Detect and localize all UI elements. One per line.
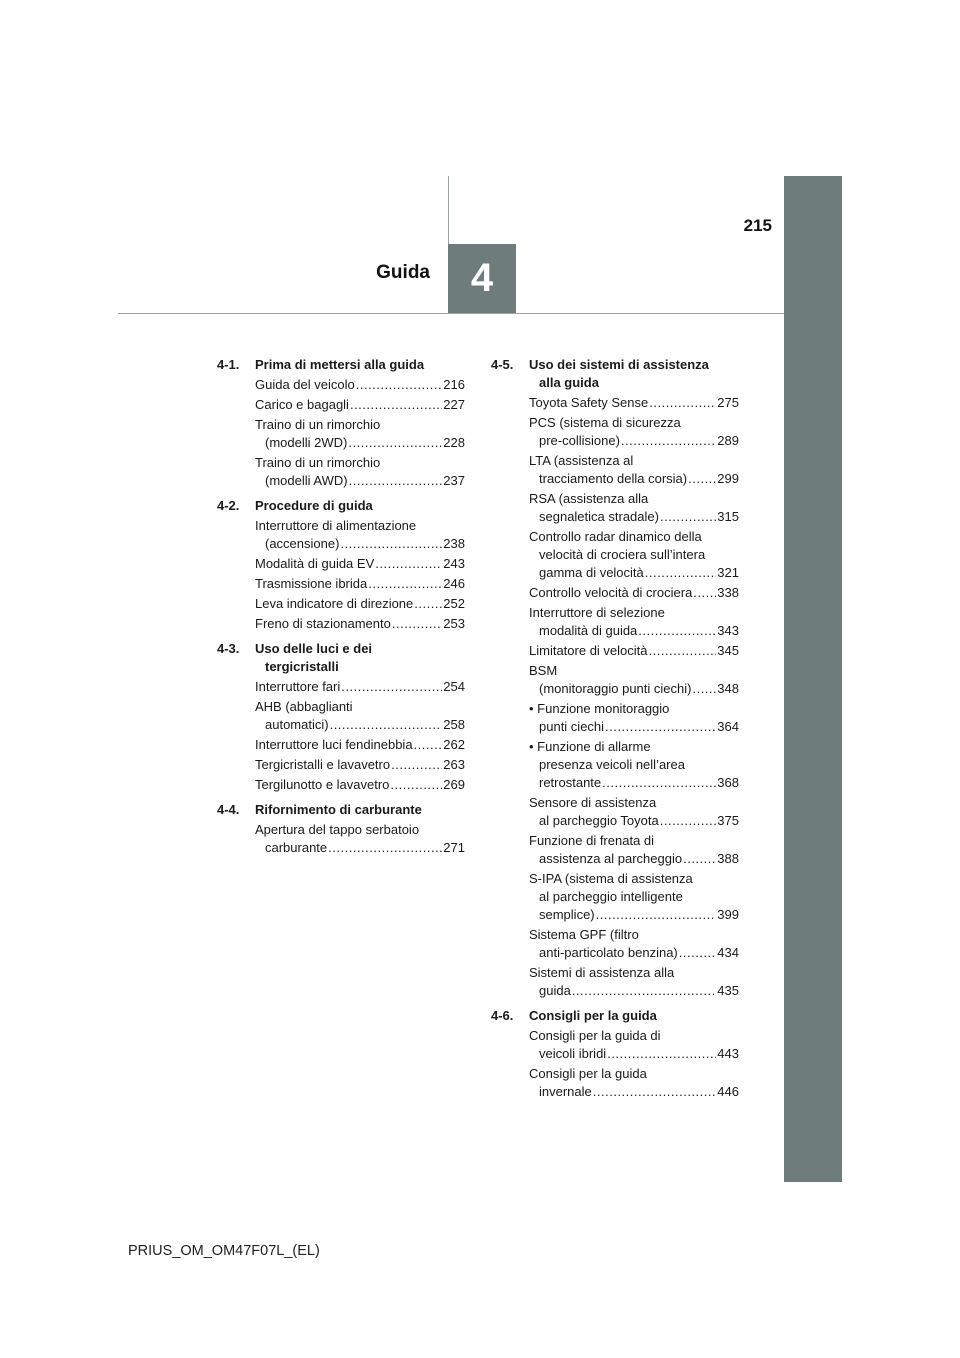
dot-leader — [596, 906, 717, 924]
dot-leader — [356, 376, 443, 394]
section-title-line: Uso dei sistemi di assistenza — [529, 357, 709, 372]
entry-last-line — [529, 622, 739, 640]
entry-last-line — [529, 774, 739, 792]
entry-text-line: (accensione) — [265, 536, 340, 551]
entry-page-number: 227 — [443, 397, 465, 412]
entry-text-line: gamma di velocità — [539, 565, 644, 580]
entry-text-line: BSM — [529, 663, 558, 678]
dot-leader — [683, 850, 716, 868]
toc-entry[interactable] — [255, 595, 465, 613]
entry-last-line — [529, 584, 739, 602]
section-number: 4-6. — [491, 1008, 514, 1023]
entry-text-line: al parcheggio Toyota — [539, 813, 659, 828]
entry-page-number: 254 — [443, 679, 465, 694]
entry-page-number: 446 — [717, 1084, 739, 1099]
toc-section — [217, 356, 465, 490]
dot-leader — [649, 394, 716, 412]
entry-text-line: Toyota Safety Sense — [529, 395, 649, 410]
entry-text-line: Tergicristalli e lavavetro — [255, 757, 391, 772]
entry-text-line: invernale — [539, 1084, 592, 1099]
toc-entry[interactable] — [255, 575, 465, 593]
entry-text-line: segnaletica stradale) — [539, 509, 659, 524]
dot-leader — [605, 718, 716, 736]
entry-last-line — [255, 434, 465, 452]
toc-section — [491, 356, 739, 1000]
section-number: 4-3. — [217, 641, 240, 656]
entry-last-line — [529, 850, 739, 868]
entry-text-line: Traino di un rimorchio — [255, 417, 381, 432]
entry-text-line: semplice) — [539, 907, 595, 922]
section-heading — [217, 640, 465, 676]
entry-page-number: 228 — [443, 435, 465, 450]
header-horizontal-rule — [118, 313, 784, 314]
section-title-line: tergicristalli — [265, 659, 339, 674]
entry-text-line: • Funzione di allarme — [529, 739, 651, 754]
section-title-line: Uso delle luci e dei — [255, 641, 373, 656]
dot-leader — [679, 944, 717, 962]
toc-column-left — [217, 356, 465, 864]
toc-section — [491, 1007, 739, 1101]
entry-page-number: 243 — [443, 556, 465, 571]
entry-text-line: LTA (assistenza al — [529, 453, 634, 468]
toc-entry[interactable] — [529, 642, 739, 660]
section-title — [529, 356, 739, 392]
entry-text-line: (modelli AWD) — [265, 473, 348, 488]
dot-leader — [368, 575, 442, 593]
section-title-line: Consigli per la guida — [529, 1008, 657, 1023]
dot-leader — [692, 680, 716, 698]
section-title — [255, 801, 465, 819]
entry-text-line: punti ciechi — [539, 719, 605, 734]
entry-text-line: Sensore di assistenza — [529, 795, 657, 810]
entry-last-line — [255, 396, 465, 414]
dot-leader — [348, 434, 442, 452]
entry-text-line: tracciamento della corsia) — [539, 471, 688, 486]
entry-text-line: Guida del veicolo — [255, 377, 355, 392]
entry-text-line: (monitoraggio punti ciechi) — [539, 681, 692, 696]
section-title-line: Prima di mettersi alla guida — [255, 357, 425, 372]
entry-page-number: 345 — [717, 643, 739, 658]
chapter-title: Guida — [376, 262, 430, 283]
entry-last-line — [255, 472, 465, 490]
entry-page-number: 216 — [443, 377, 465, 392]
entry-text-line: Limitatore di velocità — [529, 643, 648, 658]
entry-last-line — [255, 615, 465, 633]
entry-text-line: Sistemi di assistenza alla — [529, 965, 675, 980]
toc-entry[interactable] — [255, 698, 465, 734]
toc-entry[interactable] — [529, 794, 739, 830]
chapter-number-box — [448, 244, 516, 313]
entry-page-number: 237 — [443, 473, 465, 488]
section-title — [529, 1007, 739, 1025]
entry-page-number: 289 — [717, 433, 739, 448]
dot-leader — [341, 678, 442, 696]
toc-section — [217, 801, 465, 857]
entry-page-number: 238 — [443, 536, 465, 551]
section-number: 4-2. — [217, 498, 240, 513]
dot-leader — [621, 432, 716, 450]
entry-last-line — [529, 564, 739, 582]
entry-text-line: velocità di crociera sull’intera — [539, 547, 706, 562]
dot-leader — [693, 584, 716, 602]
toc-entry[interactable] — [529, 926, 739, 962]
entry-text-line: Sistema GPF (filtro — [529, 927, 639, 942]
entry-last-line — [529, 508, 739, 526]
entry-text-line: Modalità di guida EV — [255, 556, 375, 571]
entry-text-line: retrostante — [539, 775, 602, 790]
entry-page-number: 368 — [717, 775, 739, 790]
toc-section — [217, 640, 465, 794]
entry-page-number: 348 — [717, 681, 739, 696]
toc-entry[interactable] — [255, 555, 465, 573]
entry-text-line: carburante — [265, 840, 328, 855]
entry-text-line: Apertura del tappo serbatoio — [255, 822, 420, 837]
entry-text-line: Consigli per la guida — [529, 1066, 647, 1081]
entry-last-line — [255, 736, 465, 754]
entry-text-line: automatici) — [265, 717, 329, 732]
dot-leader — [340, 535, 442, 553]
dot-leader — [572, 982, 716, 1000]
entry-last-line — [255, 678, 465, 696]
dot-leader — [660, 508, 716, 526]
dot-leader — [660, 812, 717, 830]
entry-text-line: (modelli 2WD) — [265, 435, 348, 450]
dot-leader — [649, 642, 717, 660]
entry-text-line: guida — [539, 983, 571, 998]
entry-text-line: RSA (assistenza alla — [529, 491, 649, 506]
dot-leader — [350, 396, 442, 414]
section-title — [255, 356, 465, 374]
entry-text-line: Interruttore di selezione — [529, 605, 665, 620]
dot-leader — [349, 472, 443, 490]
toc-entry[interactable] — [529, 414, 739, 450]
entry-text-line: • Funzione monitoraggio — [529, 701, 670, 716]
toc-entry[interactable] — [529, 394, 739, 412]
entry-last-line — [529, 1083, 739, 1101]
entry-page-number: 275 — [717, 395, 739, 410]
dot-leader — [375, 555, 442, 573]
toc-entry[interactable] — [255, 615, 465, 633]
dot-leader — [607, 1045, 716, 1063]
entry-text-line: Interruttore fari — [255, 679, 341, 694]
dot-leader — [414, 595, 442, 613]
dot-leader — [645, 564, 717, 582]
entry-last-line — [255, 535, 465, 553]
entry-page-number: 263 — [443, 757, 465, 772]
section-title — [255, 497, 465, 515]
section-heading — [491, 1007, 739, 1025]
toc-entry[interactable] — [255, 517, 465, 553]
entry-text-line: anti-particolato benzina) — [539, 945, 678, 960]
entry-text-line: Funzione di frenata di — [529, 833, 655, 848]
dot-leader — [392, 615, 442, 633]
entry-last-line — [529, 680, 739, 698]
toc-entry[interactable] — [529, 490, 739, 526]
toc-entry[interactable] — [529, 832, 739, 868]
dot-leader — [414, 736, 443, 754]
toc-entry[interactable] — [255, 776, 465, 794]
toc-entry[interactable] — [529, 662, 739, 698]
entry-text-line: AHB (abbaglianti — [255, 699, 353, 714]
dot-leader — [688, 470, 716, 488]
section-title-line: alla guida — [539, 375, 599, 390]
entry-text-line: presenza veicoli nell’area — [539, 757, 685, 772]
toc-entry[interactable] — [529, 964, 739, 1000]
entry-text-line: Carico e bagagli — [255, 397, 349, 412]
entry-page-number: 443 — [717, 1046, 739, 1061]
entry-page-number: 364 — [717, 719, 739, 734]
entry-last-line — [529, 906, 739, 924]
toc-entry[interactable] — [529, 452, 739, 488]
section-heading — [217, 801, 465, 819]
dot-leader — [330, 716, 443, 734]
dot-leader — [391, 756, 442, 774]
dot-leader — [390, 776, 442, 794]
footer-document-code: PRIUS_OM_OM47F07L_(EL) — [128, 1243, 320, 1259]
entry-page-number: 315 — [717, 509, 739, 524]
entry-page-number: 299 — [717, 471, 739, 486]
toc-entry[interactable] — [529, 738, 739, 792]
section-heading — [217, 356, 465, 374]
toc-section — [217, 497, 465, 633]
entry-page-number: 399 — [717, 907, 739, 922]
toc-entry[interactable] — [529, 1027, 739, 1063]
entry-last-line — [529, 1045, 739, 1063]
section-heading — [217, 497, 465, 515]
entry-text-line: PCS (sistema di sicurezza — [529, 415, 681, 430]
entry-text-line: Traino di un rimorchio — [255, 455, 381, 470]
entry-page-number: 252 — [443, 596, 465, 611]
toc-entry[interactable] — [529, 528, 739, 582]
entry-page-number: 338 — [717, 585, 739, 600]
entry-page-number: 375 — [717, 813, 739, 828]
entry-page-number: 271 — [443, 840, 465, 855]
toc-entry[interactable] — [255, 454, 465, 490]
chapter-side-tab — [784, 176, 842, 1182]
toc-column-right — [491, 356, 739, 1108]
entry-page-number: 435 — [717, 983, 739, 998]
entry-text-line: Tergilunotto e lavavetro — [255, 777, 390, 792]
page-number: 215 — [743, 216, 772, 235]
toc-entry[interactable] — [255, 376, 465, 394]
toc-entry[interactable] — [255, 756, 465, 774]
entry-text-line: Controllo radar dinamico della — [529, 529, 702, 544]
entry-last-line — [529, 944, 739, 962]
entry-text-line: Leva indicatore di direzione — [255, 596, 414, 611]
toc-entry[interactable] — [255, 396, 465, 414]
entry-page-number: 258 — [443, 717, 465, 732]
entry-last-line — [255, 756, 465, 774]
section-heading — [491, 356, 739, 392]
entry-page-number: 388 — [717, 851, 739, 866]
toc-entry[interactable] — [255, 678, 465, 696]
entry-page-number: 269 — [443, 777, 465, 792]
toc-entry[interactable] — [529, 1065, 739, 1101]
section-title — [255, 640, 465, 676]
entry-last-line — [529, 982, 739, 1000]
entry-text-line: modalità di guida — [539, 623, 638, 638]
toc-entry[interactable] — [255, 821, 465, 857]
entry-last-line — [529, 812, 739, 830]
section-title-line: Rifornimento di carburante — [255, 802, 422, 817]
toc-entry[interactable] — [255, 416, 465, 452]
entry-last-line — [529, 470, 739, 488]
section-number: 4-4. — [217, 802, 240, 817]
entry-text-line: S-IPA (sistema di assistenza — [529, 871, 693, 886]
entry-page-number: 253 — [443, 616, 465, 631]
chapter-number: 4 — [470, 256, 494, 300]
dot-leader — [638, 622, 716, 640]
entry-page-number: 434 — [717, 945, 739, 960]
entry-text-line: pre-collisione) — [539, 433, 620, 448]
entry-text-line: Interruttore di alimentazione — [255, 518, 417, 533]
entry-last-line — [255, 555, 465, 573]
toc-entry[interactable] — [529, 584, 739, 602]
entry-last-line — [255, 839, 465, 857]
entry-text-line: Trasmissione ibrida — [255, 576, 368, 591]
toc-entry[interactable] — [529, 870, 739, 924]
entry-page-number: 246 — [443, 576, 465, 591]
entry-last-line — [529, 432, 739, 450]
entry-text-line: Interruttore luci fendinebbia — [255, 737, 413, 752]
dot-leader — [593, 1083, 717, 1101]
entry-page-number: 262 — [443, 737, 465, 752]
dot-leader — [602, 774, 716, 792]
entry-text-line: Controllo velocità di crociera — [529, 585, 693, 600]
entry-text-line: veicoli ibridi — [539, 1046, 607, 1061]
entry-text-line: Consigli per la guida di — [529, 1028, 661, 1043]
toc-entry[interactable] — [255, 736, 465, 754]
entry-last-line — [255, 595, 465, 613]
section-number: 4-1. — [217, 357, 240, 372]
toc-entry[interactable] — [529, 604, 739, 640]
entry-last-line — [255, 575, 465, 593]
entry-last-line — [529, 718, 739, 736]
entry-text-line: assistenza al parcheggio — [539, 851, 683, 866]
section-number: 4-5. — [491, 357, 514, 372]
entry-last-line — [255, 716, 465, 734]
entry-last-line — [255, 776, 465, 794]
entry-text-line: Freno di stazionamento — [255, 616, 391, 631]
entry-last-line — [255, 376, 465, 394]
entry-last-line — [529, 394, 739, 412]
entry-page-number: 321 — [717, 565, 739, 580]
section-title-line: Procedure di guida — [255, 498, 373, 513]
entry-page-number: 343 — [717, 623, 739, 638]
entry-last-line — [529, 642, 739, 660]
entry-text-line: al parcheggio intelligente — [539, 889, 683, 904]
toc-entry[interactable] — [529, 700, 739, 736]
dot-leader — [328, 839, 442, 857]
